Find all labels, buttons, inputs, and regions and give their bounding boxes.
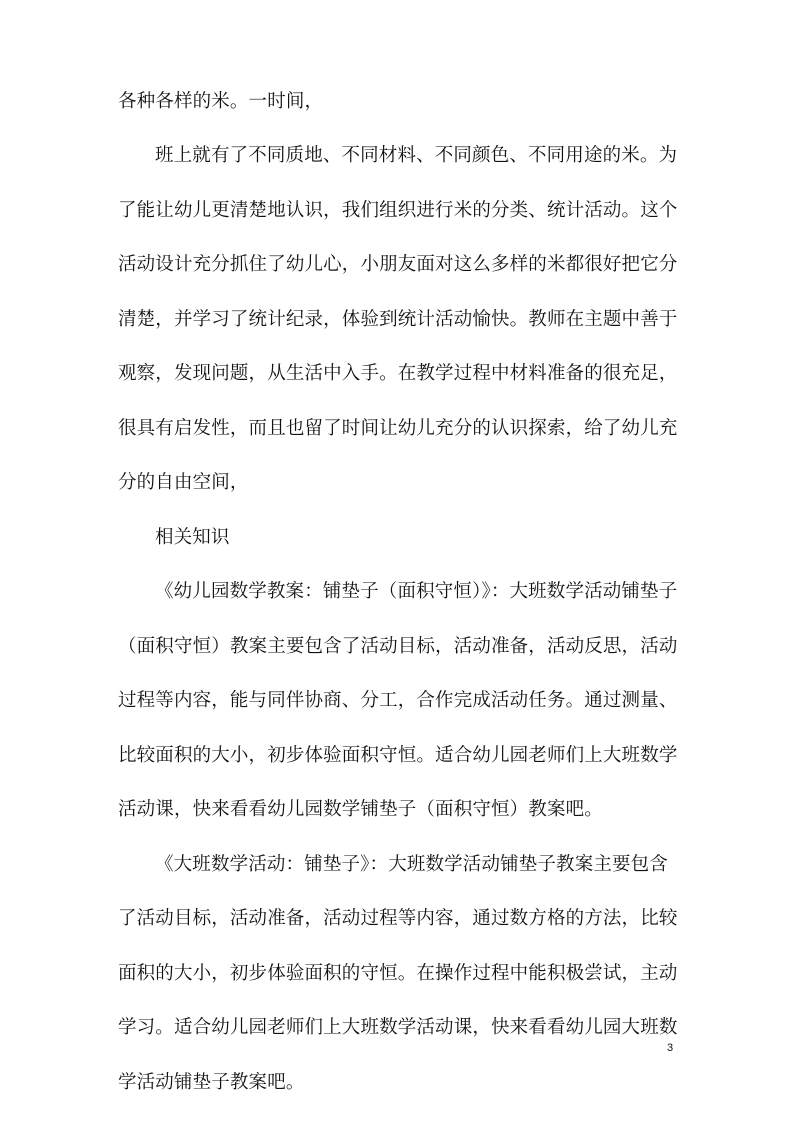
text-line-2: 班上就有了不同质地、不同材料、不同颜色、不同用途的米。为 (155, 145, 678, 166)
text-line-5: 清楚，并学习了统计纪录，体验到统计活动愉快。教师在主题中善于 (118, 309, 678, 330)
text-line-17: 面积的大小，初步体验面积的守恒。在操作过程中能积极尝试，主动 (118, 963, 678, 984)
text-line-14: 活动课，快来看看幼儿园数学铺垫子（面积守恒）教案吧。 (118, 799, 603, 820)
text-line-3: 了能让幼儿更清楚地认识，我们组织进行米的分类、统计活动。这个 (118, 200, 678, 221)
text-line-7: 很具有启发性，而且也留了时间让幼儿充分的认识探索，给了幼儿充 (118, 418, 678, 439)
text-line-19: 学活动铺垫子教案吧。 (118, 1072, 305, 1093)
text-line-18: 学习。适合幼儿园老师们上大班数学活动课，快来看看幼儿园大班数 (118, 1017, 678, 1038)
text-line-12: 过程等内容，能与同伴协商、分工，合作完成活动任务。通过测量、 (118, 690, 678, 711)
text-line-11: （面积守恒）教案主要包含了活动目标，活动准备，活动反思，活动 (118, 636, 678, 657)
text-line-10: 《幼儿园数学教案：铺垫子（面积守恒）》：大班数学活动铺垫子 (155, 581, 678, 602)
text-line-4: 活动设计充分抓住了幼儿心，小朋友面对这么多样的米都很好把它分 (118, 254, 678, 275)
text-line-13: 比较面积的大小，初步体验面积守恒。适合幼儿园老师们上大班数学 (118, 745, 678, 766)
text-line-15: 《大班数学活动：铺垫子》：大班数学活动铺垫子教案主要包含 (155, 854, 668, 875)
text-line-16: 了活动目标，活动准备，活动过程等内容，通过数方格的方法，比较 (118, 908, 678, 929)
text-line-8: 分的自由空间， (118, 472, 249, 493)
text-line-1: 各种各样的米。一时间， (118, 91, 324, 112)
page-number: 3 (667, 1042, 674, 1054)
text-line-6: 观察，发现问题，从生活中入手。在教学过程中材料准备的很充足， (118, 363, 678, 384)
section-heading: 相关知识 (155, 527, 230, 548)
